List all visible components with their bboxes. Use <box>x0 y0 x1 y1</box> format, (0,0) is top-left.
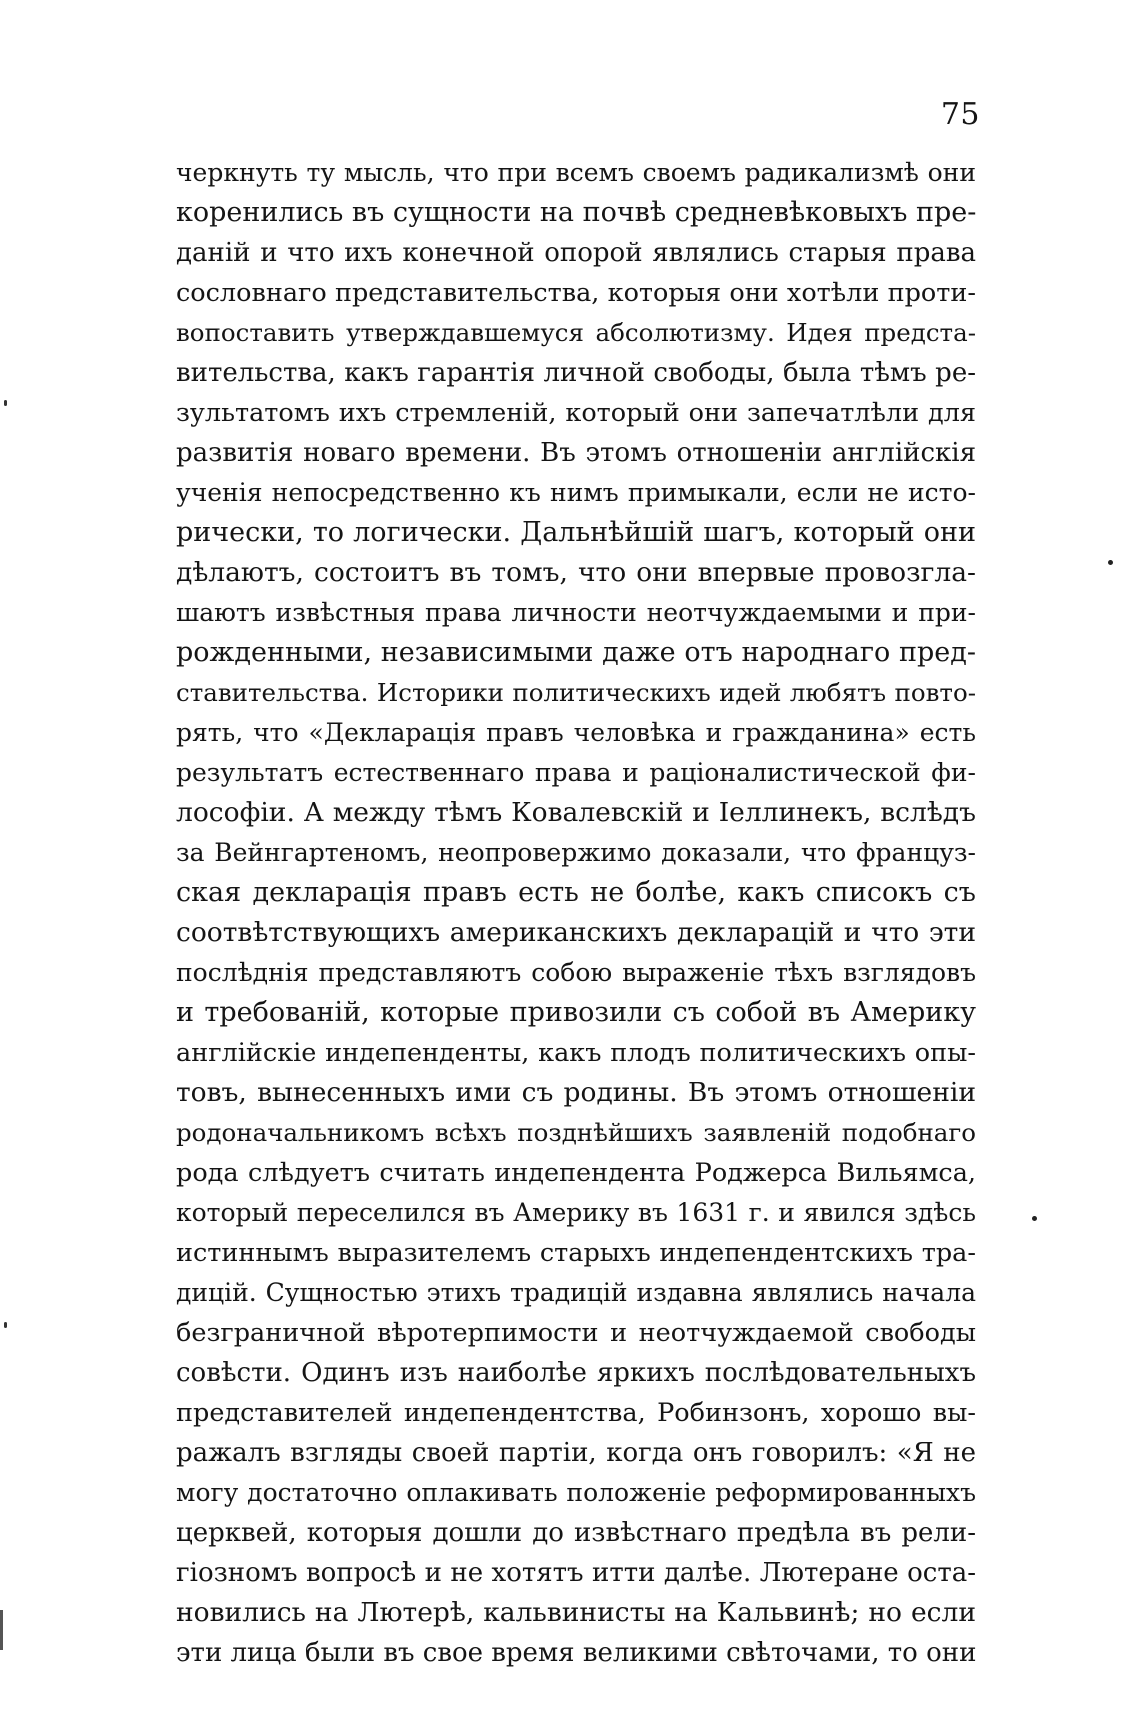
text-line: дѣлаютъ, состоитъ въ томъ, что они впервые провозгла- <box>176 557 976 588</box>
text-line: ставительства. Историки политическихъ идей любятъ повто- <box>176 678 976 707</box>
text-line: рять, что «Декларація правъ человѣка и гражданина» есть <box>176 718 976 747</box>
scan-speck <box>1032 1216 1037 1221</box>
text-line: результатъ естественнаго права и раціоналистической фи- <box>176 758 976 787</box>
scan-speck <box>4 400 7 406</box>
text-line: сословнаго представительства, которыя они хотѣли проти- <box>176 278 976 308</box>
scan-speck <box>4 1322 7 1328</box>
text-line: ская декларація правъ есть не болѣе, какъ списокъ съ <box>176 877 976 908</box>
text-line: даній и что ихъ конечной опорой являлись старыя права <box>176 238 976 268</box>
text-line: и требованій, которые привозили съ собой въ Америку <box>176 997 976 1028</box>
text-line: церквей, которыя дошли до извѣстнаго предѣла въ рели- <box>176 1518 976 1548</box>
scan-speck <box>1108 560 1113 565</box>
text-line: вительства, какъ гарантія личной свободы, была тѣмъ ре- <box>176 358 976 388</box>
body-text <box>176 153 976 1673</box>
text-line: черкнуть ту мысль, что при всемъ своемъ радикализмѣ они <box>176 158 976 187</box>
text-line: могу достаточно оплакивать положеніе реформированныхъ <box>176 1478 976 1507</box>
text-line: англійскіе индепенденты, какъ плодъ политическихъ опы- <box>176 1038 976 1068</box>
text-line: лософіи. А между тѣмъ Ковалевскій и Іеллинекъ, вслѣдъ <box>176 797 976 828</box>
text-line: соотвѣтствующихъ американскихъ декларацій и что эти <box>176 917 976 948</box>
text-line: рически, то логически. Дальнѣйшій шагъ, который они <box>176 517 976 548</box>
text-line: ражалъ взгляды своей партіи, когда онъ говорилъ: «Я не <box>176 1438 976 1468</box>
text-line: гіозномъ вопросѣ и не хотятъ итти далѣе. Лютеране оста- <box>176 1558 976 1588</box>
text-line: товъ, вынесенныхъ ими съ родины. Въ этомъ отношеніи <box>176 1077 976 1108</box>
text-line: шаютъ извѣстныя права личности неотчуждаемыми и при- <box>176 598 976 627</box>
page-number: 75 <box>940 97 980 132</box>
text-line: послѣднія представляютъ собою выраженіе тѣхъ взглядовъ <box>176 958 976 987</box>
text-line: рода слѣдуетъ считать индепендента Роджерса Вильямса, <box>176 1158 976 1188</box>
text-line: безграничной вѣротерпимости и неотчуждаемой свободы <box>176 1318 976 1348</box>
text-line: зультатомъ ихъ стремленій, который они запечатлѣли для <box>176 398 976 428</box>
text-line: вопоставить утверждавшемуся абсолютизму. Идея предста- <box>176 318 976 347</box>
text-line: ученія непосредственно къ нимъ примыкали, если не исто- <box>176 478 976 507</box>
text-line: эти лица были въ свое время великими свѣточами, то они <box>176 1638 977 1668</box>
text-line: коренились въ сущности на почвѣ средневѣковыхъ пре- <box>176 197 977 228</box>
text-line: истиннымъ выразителемъ старыхъ индепендентскихъ тра- <box>176 1238 976 1268</box>
text-line: за Вейнгартеномъ, неопровержимо доказали, что француз- <box>176 838 976 867</box>
text-line: новились на Лютерѣ, кальвинисты на Кальвинѣ; но если <box>176 1597 976 1628</box>
text-line: рожденными, независимыми даже отъ народнаго пред- <box>176 637 976 668</box>
text-line: родоначальникомъ всѣхъ позднѣйшихъ заявленій подобнаго <box>176 1118 976 1147</box>
text-line: который переселился въ Америку въ 1631 г. и явился здѣсь <box>176 1198 976 1227</box>
text-line: дицій. Сущностью этихъ традицій издавна являлись начала <box>176 1278 976 1307</box>
scan-edge-mark <box>0 1610 3 1650</box>
text-line: представителей индепендентства, Робинзонъ, хорошо вы- <box>176 1398 976 1428</box>
text-line: совѣсти. Одинъ изъ наиболѣе яркихъ послѣдовательныхъ <box>176 1358 976 1388</box>
text-line: развитія новаго времени. Въ этомъ отношеніи англійскія <box>176 438 976 468</box>
